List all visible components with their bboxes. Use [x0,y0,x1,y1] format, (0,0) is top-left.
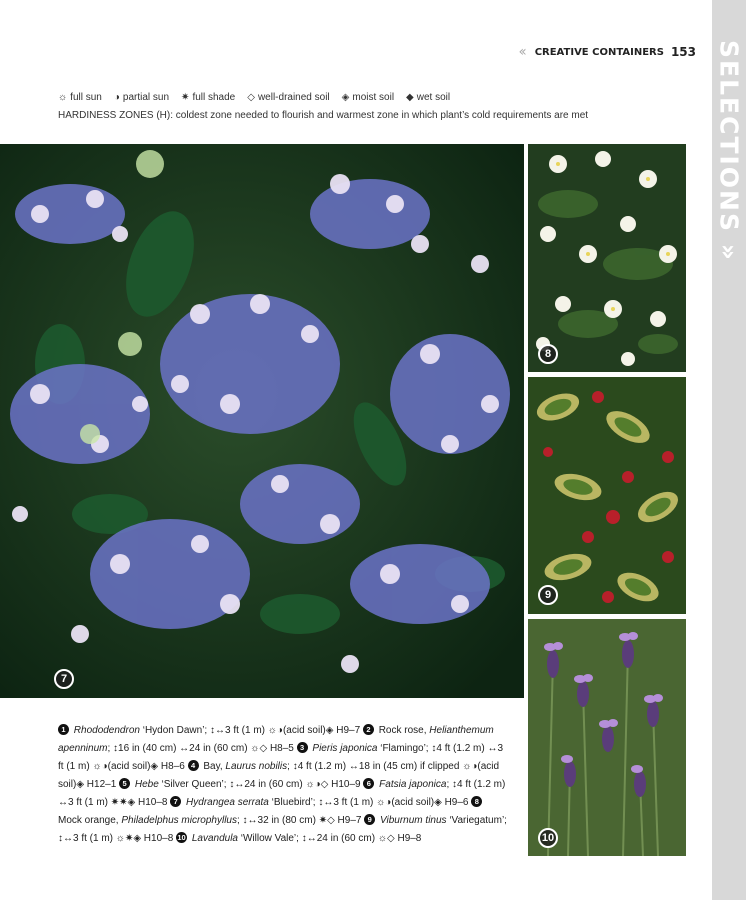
section-title: CREATIVE CONTAINERS [534,46,664,58]
photo-badge-7: 7 [54,669,74,689]
caption-entry-7: 7 Hydrangea serrata ‘Bluebird’; ↕↔3 ft (1 m) ☼◑(acid soil)◈ H9–6 [170,797,471,808]
legend-item-well-drained: ◇ well-drained soil [247,92,330,103]
partial-sun-icon: ◑ [113,92,120,103]
caption-entry-6: 6 Fatsia japonica; ↕4 ft (1.2 m) ↔3 ft (1 m) ✷✷◈ H10–8 [58,779,506,808]
number-badge-icon: 10 [177,833,186,842]
photo-lavandula [528,619,686,856]
symbol-legend [58,92,450,103]
well-drained-icon: ◇ [247,92,255,103]
legend-item-moist: ◈ moist soil [341,92,395,103]
number-badge-icon: 6 [363,778,374,789]
photo-viburnum [528,377,686,614]
number-badge-icon: 3 [297,742,308,753]
page-number: 153 [670,45,696,59]
photo-philadelphus [528,144,686,372]
caption-entry-4: 4 Bay, Laurus nobilis; ↕4 ft (1.2 m) ↔18 in (45 cm) if clipped ☼◑(acid soil)◈ H12–1 [58,761,500,790]
number-badge-icon: 4 [188,760,199,771]
caption-entry-9: 9 Viburnum tinus ‘Variegatum’; ↕↔3 ft (1 m) ☼✷◈ H10–8 [58,815,507,844]
caption-entry-3: 3 Pieris japonica ‘Flamingo’; ↕4 ft (1.2 m) ↔3 ft (1 m) ☼◑(acid soil)◈ H8–6 [58,743,504,772]
number-badge-icon: 8 [471,796,482,807]
caption-entry-8: 8 Mock orange, Philadelphus microphyllus; ↕↔32 in (80 cm) ✷◇ H9–7 [58,797,484,826]
side-tab-label: SELECTIONS » [714,40,744,262]
legend-item-full-shade: ✷ full shade [181,92,236,103]
legend-item-partial-sun: ◑ partial sun [113,92,170,103]
photo-hydrangea [0,144,524,698]
photo-badge-8: 8 [538,344,558,364]
number-badge-icon: 7 [170,796,181,807]
moist-soil-icon: ◈ [341,92,350,103]
number-badge-icon: 1 [58,724,69,735]
number-badge-icon: 5 [119,778,130,789]
number-badge-icon: 2 [363,724,374,735]
wet-soil-icon: ◆ [406,92,414,103]
chevron-marks-icon: ‹‹ [518,44,524,60]
photo-badge-10: 10 [538,828,558,848]
full-sun-icon: ☼ [58,92,68,103]
legend-item-wet: ◆ wet soil [406,92,451,103]
caption-entry-1: 1 Rhododendron ‘Hydon Dawn’; ↕↔3 ft (1 m) ☼◑(acid soil)◈ H9–7 [58,725,363,736]
chevron-icon: » [714,243,744,262]
legend-item-full-sun: ☼ full sun [58,92,102,103]
full-shade-icon: ✷ [181,92,190,103]
caption-entry-10: 10 Lavandula ‘Willow Vale’; ↕↔24 in (60 cm) ☼◇ H9–8 [177,833,422,844]
number-badge-icon: 9 [364,814,375,825]
caption-entry-2: 2 Rock rose, Helianthemum apenninum; ↕16 in (40 cm) ↔24 in (60 cm) ☼◇ H8–5 [58,725,494,754]
plant-caption [58,722,508,848]
caption-entry-5: 5 Hebe ‘Silver Queen’; ↕↔24 in (60 cm) ☼◑◇ H10–9 [119,779,363,790]
photo-badge-9: 9 [538,585,558,605]
hardiness-note: HARDINESS ZONES (H): coldest zone needed to flourish and warmest zone in which plant’s cold requirements are met [58,110,589,121]
running-head [518,44,696,60]
